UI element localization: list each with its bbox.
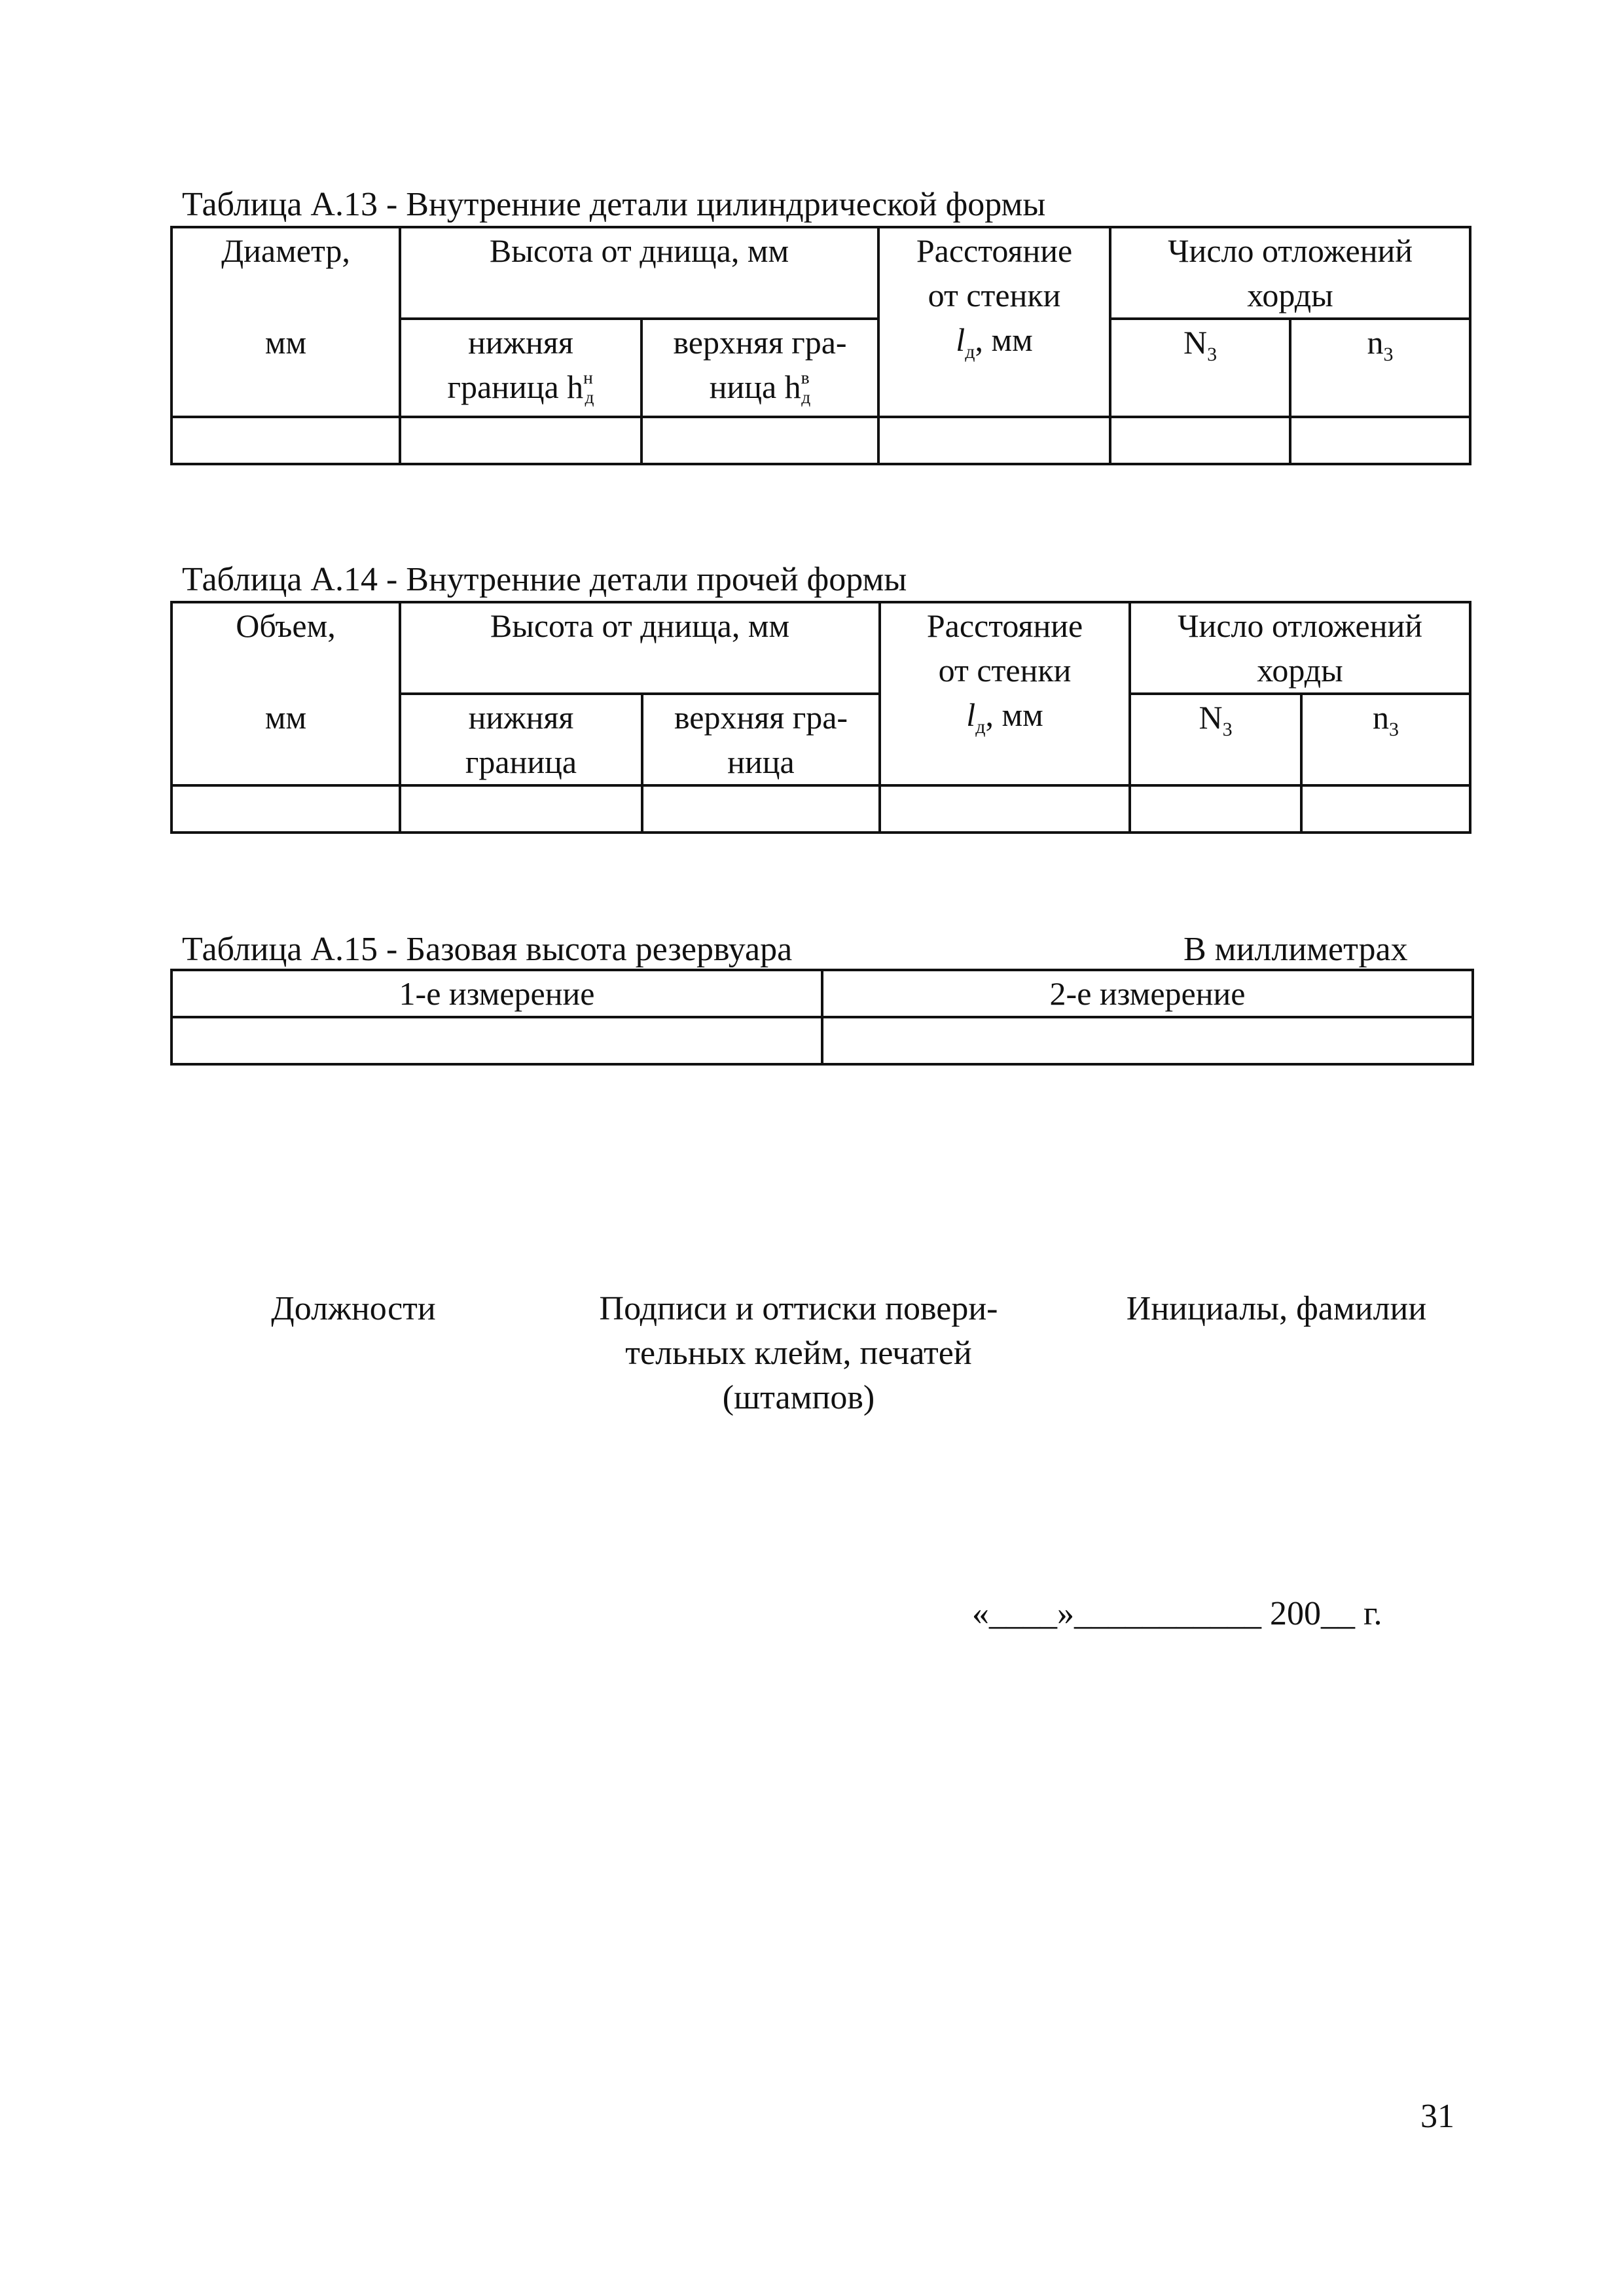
table13-cell[interactable]	[171, 417, 400, 464]
table14	[170, 601, 1471, 834]
table13	[170, 226, 1471, 465]
table13-cell[interactable]	[1110, 417, 1290, 464]
table13-distance-header: Расстояние от стенки $l_д$, мм	[878, 227, 1110, 417]
table14-distance-header: Расстояние от стенки $l_д$, мм	[880, 602, 1130, 785]
table13-cell[interactable]	[400, 417, 641, 464]
table14-volume-header: Объем, мм	[171, 602, 400, 785]
table14-count-header: Число отложений хорды	[1130, 602, 1470, 694]
table13-cell[interactable]	[641, 417, 878, 464]
date-line: «____»___________ 200__ г.	[972, 1595, 1382, 1632]
table13-diameter-header: Диаметр, мм	[171, 227, 400, 417]
table14-cell[interactable]	[1130, 785, 1301, 833]
table14-caption: Таблица А.14 - Внутренние детали прочей формы	[182, 561, 907, 598]
table14-height-header: Высота от днища, мм	[400, 602, 880, 694]
table13-N-header: $N_3$	[1110, 319, 1290, 417]
table13-lower-bound-header: нижняя граница $h^нд$	[400, 319, 641, 417]
table15-first-measurement-header: 1-е измерение	[171, 970, 822, 1017]
table15-cell[interactable]	[822, 1017, 1473, 1064]
table15-cell[interactable]	[171, 1017, 822, 1064]
table14-n-header: $n_3$	[1301, 694, 1470, 785]
page-number: 31	[1420, 2098, 1454, 2135]
table14-cell[interactable]	[171, 785, 400, 833]
signature-positions-label: Должности	[271, 1290, 436, 1327]
table-row	[171, 417, 1470, 464]
table14-N-header: $N_3$	[1130, 694, 1301, 785]
table15-units: В миллиметрах	[1183, 931, 1408, 968]
table-row	[171, 785, 1470, 833]
table15-caption: Таблица А.15 - Базовая высота резервуара	[182, 931, 793, 968]
table13-height-header: Высота от днища, мм	[400, 227, 878, 319]
table14-cell[interactable]	[1301, 785, 1470, 833]
signature-stamps-label: Подписи и оттиски повери- тельных клейм, печатей (штампов)	[599, 1290, 998, 1416]
table13-n-header: $n_3$	[1290, 319, 1470, 417]
table14-cell[interactable]	[400, 785, 642, 833]
table-row	[171, 1017, 1473, 1064]
table13-upper-bound-header: верхняя гра- ница $h^вд$	[641, 319, 878, 417]
table13-count-header: Число отложений хорды	[1110, 227, 1470, 319]
table13-cell[interactable]	[1290, 417, 1470, 464]
table13-cell[interactable]	[878, 417, 1110, 464]
table14-cell[interactable]	[642, 785, 880, 833]
table14-lower-bound-header: нижняя граница	[400, 694, 642, 785]
table15-second-measurement-header: 2-е измерение	[822, 970, 1473, 1017]
signature-names-label: Инициалы, фамилии	[1126, 1290, 1427, 1327]
table14-upper-bound-header: верхняя гра- ница	[642, 694, 880, 785]
table14-cell[interactable]	[880, 785, 1130, 833]
table15	[170, 969, 1474, 1066]
table13-caption: Таблица А.13 - Внутренние детали цилиндрической формы	[182, 186, 1046, 223]
